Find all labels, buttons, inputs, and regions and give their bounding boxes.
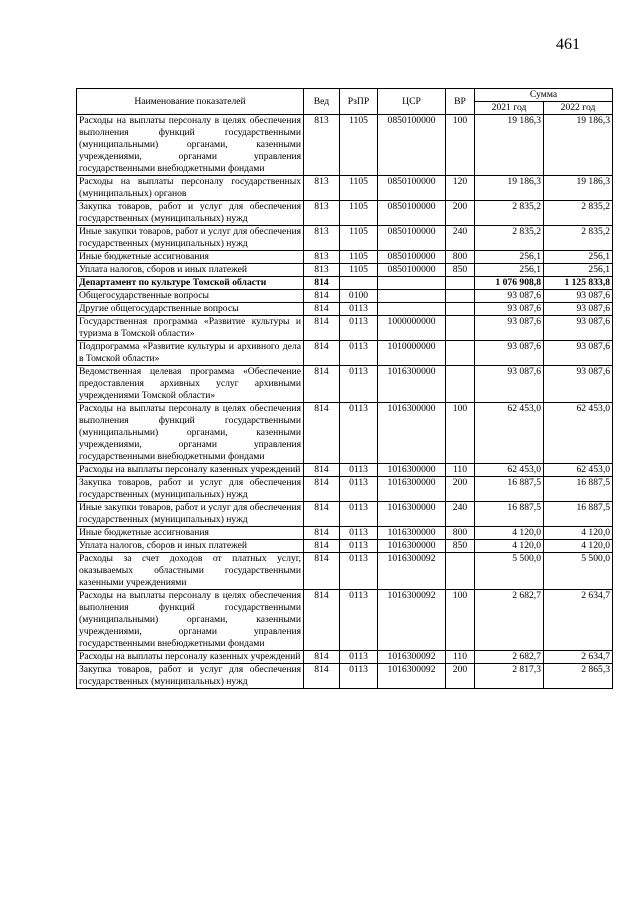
- table-row: [77, 477, 613, 502]
- cell-csr: [378, 277, 446, 290]
- cell-sum-2022: 5 500,0: [544, 553, 613, 590]
- cell-rzpr: 0113: [340, 303, 378, 316]
- cell-vr: 200: [446, 664, 475, 689]
- cell-vr: 100: [446, 590, 475, 651]
- cell-csr: 1016300092: [378, 651, 446, 664]
- cell-rzpr: 0113: [340, 502, 378, 527]
- cell-sum-2022: 62 453,0: [544, 464, 613, 477]
- cell-ved: 814: [304, 341, 340, 366]
- cell-rzpr: [340, 277, 378, 290]
- cell-rzpr: 0113: [340, 590, 378, 651]
- cell-name: Расходы на выплаты персоналу в целях обеспечения выполнения функций государственными (муниципальными) органами, казенными учреждениями, органами управления государственными внебюджетными фондами: [77, 590, 304, 651]
- cell-vr: 200: [446, 477, 475, 502]
- cell-vr: 100: [446, 403, 475, 464]
- page-number: 461: [556, 36, 580, 53]
- cell-sum-2021: 19 186,3: [475, 115, 544, 176]
- cell-rzpr: 1105: [340, 264, 378, 277]
- cell-vr: 850: [446, 540, 475, 553]
- cell-name: Закупка товаров, работ и услуг для обеспечения государственных (муниципальных) нужд: [77, 477, 304, 502]
- cell-name: Другие общегосударственные вопросы: [77, 303, 304, 316]
- cell-sum-2022: 16 887,5: [544, 502, 613, 527]
- cell-sum-2022: 93 087,6: [544, 316, 613, 341]
- cell-csr: 1016300092: [378, 590, 446, 651]
- cell-sum-2022: 93 087,6: [544, 366, 613, 403]
- cell-sum-2021: 4 120,0: [475, 527, 544, 540]
- cell-csr: 0850100000: [378, 115, 446, 176]
- cell-sum-2021: 4 120,0: [475, 540, 544, 553]
- cell-ved: 814: [304, 277, 340, 290]
- cell-csr: [378, 290, 446, 303]
- table-row: [77, 264, 613, 277]
- cell-rzpr: 0113: [340, 316, 378, 341]
- cell-name: Расходы на выплаты персоналу в целях обеспечения выполнения функций государственными (муниципальными) органами, казенными учреждениями, органами управления государственными внебюджетными фондами: [77, 403, 304, 464]
- cell-name: Департамент по культуре Томской области: [77, 277, 304, 290]
- cell-sum-2022: 19 186,3: [544, 176, 613, 201]
- cell-rzpr: 1105: [340, 226, 378, 251]
- cell-ved: 813: [304, 226, 340, 251]
- cell-sum-2021: 19 186,3: [475, 176, 544, 201]
- cell-vr: [446, 290, 475, 303]
- table-row: [77, 366, 613, 403]
- cell-rzpr: 0113: [340, 527, 378, 540]
- cell-ved: 814: [304, 290, 340, 303]
- cell-vr: 850: [446, 264, 475, 277]
- cell-sum-2022: 2 835,2: [544, 201, 613, 226]
- cell-csr: 1016300000: [378, 527, 446, 540]
- cell-rzpr: 0113: [340, 651, 378, 664]
- cell-csr: 1016300000: [378, 403, 446, 464]
- table-row: [77, 553, 613, 590]
- table-row: [77, 226, 613, 251]
- table-row: [77, 540, 613, 553]
- table-row: [77, 251, 613, 264]
- cell-csr: 1016300000: [378, 464, 446, 477]
- cell-sum-2021: 2 835,2: [475, 226, 544, 251]
- cell-sum-2022: 16 887,5: [544, 477, 613, 502]
- table-row: [77, 316, 613, 341]
- cell-name: Расходы на выплаты персоналу в целях обеспечения выполнения функций государственными (муниципальными) органами, казенными учреждениями, органами управления государственными внебюджетными фондами: [77, 115, 304, 176]
- cell-sum-2021: 2 682,7: [475, 590, 544, 651]
- cell-sum-2021: 93 087,6: [475, 303, 544, 316]
- cell-sum-2022: 256,1: [544, 264, 613, 277]
- cell-rzpr: 1105: [340, 115, 378, 176]
- table-row: [77, 590, 613, 651]
- cell-ved: 814: [304, 502, 340, 527]
- cell-rzpr: 0113: [340, 464, 378, 477]
- header-csr: ЦСР: [378, 89, 446, 115]
- cell-sum-2022: 2 865,3: [544, 664, 613, 689]
- cell-name: Государственная программа «Развитие культуры и туризма в Томской области»: [77, 316, 304, 341]
- cell-rzpr: 0113: [340, 553, 378, 590]
- cell-ved: 814: [304, 553, 340, 590]
- cell-csr: 1016300000: [378, 540, 446, 553]
- cell-sum-2021: 93 087,6: [475, 290, 544, 303]
- table-row: [77, 115, 613, 176]
- cell-sum-2022: 2 634,7: [544, 651, 613, 664]
- budget-table: [76, 88, 613, 689]
- cell-sum-2022: 4 120,0: [544, 540, 613, 553]
- cell-sum-2022: 93 087,6: [544, 290, 613, 303]
- cell-csr: 1016300000: [378, 366, 446, 403]
- cell-name: Расходы на выплаты персоналу казенных учреждений: [77, 464, 304, 477]
- cell-rzpr: 0113: [340, 366, 378, 403]
- cell-rzpr: 0113: [340, 477, 378, 502]
- table-row: [77, 277, 613, 290]
- cell-sum-2022: 4 120,0: [544, 527, 613, 540]
- cell-vr: [446, 277, 475, 290]
- cell-sum-2021: 16 887,5: [475, 477, 544, 502]
- cell-rzpr: 0113: [340, 664, 378, 689]
- cell-vr: 100: [446, 115, 475, 176]
- cell-csr: 0850100000: [378, 226, 446, 251]
- cell-sum-2021: 256,1: [475, 264, 544, 277]
- cell-name: Расходы на выплаты персоналу государственных (муниципальных) органов: [77, 176, 304, 201]
- header-ved: Вед: [304, 89, 340, 115]
- cell-ved: 814: [304, 316, 340, 341]
- cell-sum-2021: 93 087,6: [475, 341, 544, 366]
- header-vr: ВР: [446, 89, 475, 115]
- cell-sum-2021: 62 453,0: [475, 403, 544, 464]
- cell-vr: 110: [446, 651, 475, 664]
- cell-ved: 814: [304, 403, 340, 464]
- table-row: [77, 651, 613, 664]
- cell-vr: [446, 316, 475, 341]
- cell-csr: 1000000000: [378, 316, 446, 341]
- cell-sum-2022: 19 186,3: [544, 115, 613, 176]
- cell-ved: 814: [304, 366, 340, 403]
- cell-sum-2021: 93 087,6: [475, 316, 544, 341]
- cell-ved: 813: [304, 251, 340, 264]
- cell-sum-2021: 5 500,0: [475, 553, 544, 590]
- cell-csr: 1016300000: [378, 477, 446, 502]
- cell-name: Уплата налогов, сборов и иных платежей: [77, 540, 304, 553]
- header-year-2021: 2021 год: [475, 102, 544, 115]
- cell-vr: [446, 553, 475, 590]
- table-row: [77, 341, 613, 366]
- cell-csr: 1016300092: [378, 664, 446, 689]
- cell-ved: 814: [304, 590, 340, 651]
- cell-sum-2021: 2 682,7: [475, 651, 544, 664]
- cell-ved: 814: [304, 664, 340, 689]
- table-row: [77, 464, 613, 477]
- cell-rzpr: 0100: [340, 290, 378, 303]
- table-row: [77, 403, 613, 464]
- cell-sum-2021: 256,1: [475, 251, 544, 264]
- table-row: [77, 502, 613, 527]
- cell-name: Закупка товаров, работ и услуг для обеспечения государственных (муниципальных) нужд: [77, 201, 304, 226]
- cell-csr: [378, 303, 446, 316]
- cell-name: Расходы за счет доходов от платных услуг, оказываемых областными государственными казенными учреждениями: [77, 553, 304, 590]
- cell-name: Иные бюджетные ассигнования: [77, 251, 304, 264]
- cell-csr: 1016300092: [378, 553, 446, 590]
- cell-ved: 813: [304, 115, 340, 176]
- cell-vr: 110: [446, 464, 475, 477]
- cell-name: Иные закупки товаров, работ и услуг для обеспечения государственных (муниципальных) нужд: [77, 502, 304, 527]
- cell-rzpr: 0113: [340, 403, 378, 464]
- cell-name: Уплата налогов, сборов и иных платежей: [77, 264, 304, 277]
- cell-name: Закупка товаров, работ и услуг для обеспечения государственных (муниципальных) нужд: [77, 664, 304, 689]
- cell-vr: 120: [446, 176, 475, 201]
- cell-sum-2021: 2 835,2: [475, 201, 544, 226]
- cell-name: Общегосударственные вопросы: [77, 290, 304, 303]
- header-name: Наименование показателей: [77, 89, 304, 115]
- cell-ved: 814: [304, 477, 340, 502]
- cell-vr: 800: [446, 251, 475, 264]
- table-row: [77, 290, 613, 303]
- cell-sum-2021: 16 887,5: [475, 502, 544, 527]
- table-row: [77, 303, 613, 316]
- table-row: [77, 176, 613, 201]
- cell-sum-2022: 2 835,2: [544, 226, 613, 251]
- table-row: [77, 527, 613, 540]
- cell-name: Подпрограмма «Развитие культуры и архивного дела в Томской области»: [77, 341, 304, 366]
- cell-csr: 0850100000: [378, 176, 446, 201]
- cell-vr: 240: [446, 226, 475, 251]
- cell-name: Иные закупки товаров, работ и услуг для обеспечения государственных (муниципальных) нужд: [77, 226, 304, 251]
- cell-rzpr: 1105: [340, 176, 378, 201]
- cell-vr: [446, 366, 475, 403]
- cell-ved: 814: [304, 651, 340, 664]
- header-sum: Сумма: [475, 89, 613, 102]
- cell-sum-2021: 62 453,0: [475, 464, 544, 477]
- cell-sum-2021: 1 076 908,8: [475, 277, 544, 290]
- header-rzpr: РзПР: [340, 89, 378, 115]
- cell-sum-2022: 256,1: [544, 251, 613, 264]
- cell-ved: 814: [304, 464, 340, 477]
- cell-vr: 800: [446, 527, 475, 540]
- cell-sum-2022: 2 634,7: [544, 590, 613, 651]
- cell-csr: 0850100000: [378, 264, 446, 277]
- cell-vr: 200: [446, 201, 475, 226]
- header-year-2022: 2022 год: [544, 102, 613, 115]
- cell-ved: 813: [304, 176, 340, 201]
- cell-rzpr: 1105: [340, 251, 378, 264]
- cell-rzpr: 0113: [340, 540, 378, 553]
- cell-name: Иные бюджетные ассигнования: [77, 527, 304, 540]
- table-header: [77, 89, 613, 115]
- cell-sum-2021: 93 087,6: [475, 366, 544, 403]
- cell-sum-2021: 2 817,3: [475, 664, 544, 689]
- cell-csr: 0850100000: [378, 251, 446, 264]
- cell-vr: 240: [446, 502, 475, 527]
- cell-ved: 814: [304, 540, 340, 553]
- cell-sum-2022: 93 087,6: [544, 303, 613, 316]
- cell-ved: 813: [304, 201, 340, 226]
- cell-sum-2022: 93 087,6: [544, 341, 613, 366]
- cell-ved: 813: [304, 264, 340, 277]
- cell-rzpr: 1105: [340, 201, 378, 226]
- cell-sum-2022: 1 125 833,8: [544, 277, 613, 290]
- cell-vr: [446, 341, 475, 366]
- cell-rzpr: 0113: [340, 341, 378, 366]
- cell-vr: [446, 303, 475, 316]
- table-row: [77, 664, 613, 689]
- cell-csr: 1016300000: [378, 502, 446, 527]
- table-row: [77, 201, 613, 226]
- cell-ved: 814: [304, 303, 340, 316]
- cell-csr: 0850100000: [378, 201, 446, 226]
- cell-csr: 1010000000: [378, 341, 446, 366]
- cell-name: Ведомственная целевая программа «Обеспечение предоставления архивных услуг архивными учреждениями Томской области»: [77, 366, 304, 403]
- cell-sum-2022: 62 453,0: [544, 403, 613, 464]
- table-body: [77, 115, 613, 689]
- cell-name: Расходы на выплаты персоналу казенных учреждений: [77, 651, 304, 664]
- cell-ved: 814: [304, 527, 340, 540]
